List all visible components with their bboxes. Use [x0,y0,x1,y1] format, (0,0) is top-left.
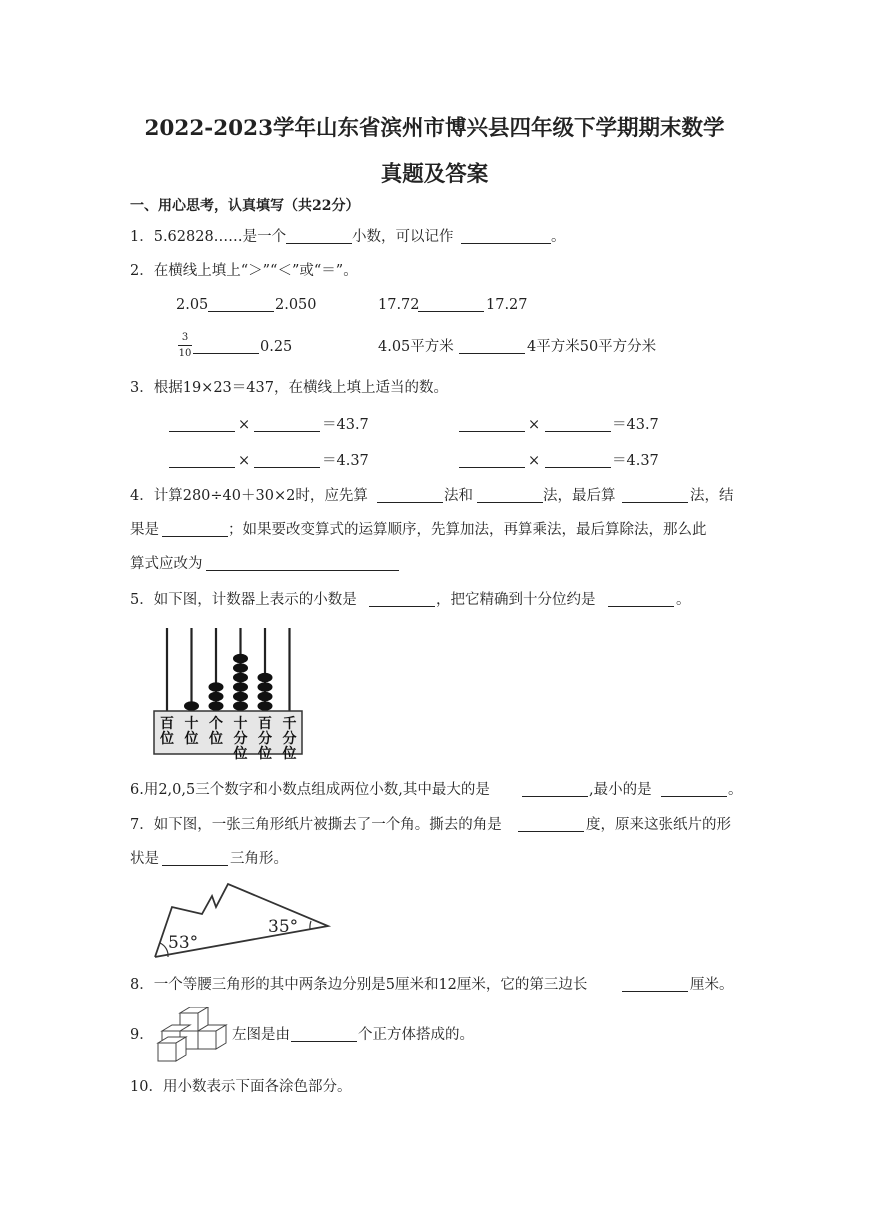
abacus-bead [209,682,224,692]
q7-blank-1[interactable] [518,831,584,832]
q4-text-f: ；如果要改变算式的运算顺序，先算加法，再算乘法，最后算除法，那么此 [228,522,707,538]
q4-text-d: 法，结 [690,488,734,504]
q9-text-b: 左图是由 [232,1027,290,1043]
q2-r1c: 17.72 [378,297,420,313]
q1-text-b: 小数，可以记作 [352,229,454,245]
abacus-bead [184,701,199,711]
q3-eq-1: ＝43.7 [322,417,369,433]
q6-text-c: 。 [728,782,743,798]
q4-text-c: 法，最后算 [543,488,616,504]
cubes-figure [154,1007,234,1063]
q6-text-a: 6.用2,0,5三个数字和小数点组成两位小数,其中最大的是 [130,782,490,798]
abacus-bead [209,701,224,711]
abacus-label-char: 位 [209,731,223,747]
q2-frac-numerator: 3 [181,332,189,343]
q3-stem: 3．根据19×23＝437，在横线上填上适当的数。 [130,380,448,396]
q5-blank-1[interactable] [369,606,435,607]
q3-times-2: × [528,417,541,433]
abacus-label-char: 位 [233,746,248,762]
abacus-label-char: 千 [282,716,297,732]
q4-text-g: 算式应改为 [130,556,203,572]
abacus-label-char: 个 [209,716,223,732]
abacus-bead [209,692,224,702]
q7-text-c: 状是 [130,851,159,867]
q3-blank-5[interactable] [169,467,235,468]
q9-blank-1[interactable] [291,1041,357,1042]
abacus-bead [233,682,248,692]
abacus-bead [233,663,248,673]
q4-blank-3[interactable] [622,502,688,503]
q3-blank-2[interactable] [254,431,320,432]
abacus-bead [233,654,248,664]
abacus-figure [150,624,310,764]
q3-blank-7[interactable] [459,467,525,468]
q2-r1a: 2.05 [176,297,209,313]
q7-blank-2[interactable] [162,865,228,866]
abacus-label-char: 位 [184,731,199,747]
q8-text-a: 8．一个等腰三角形的其中两条边分别是5厘米和12厘米，它的第三边长 [130,977,588,993]
q3-blank-8[interactable] [545,467,611,468]
abacus-bead [258,692,273,702]
q2-blank-2[interactable] [418,311,484,312]
q2-blank-1[interactable] [208,311,274,312]
q2-stem: 2．在横线上填上“＞”“＜”或“＝”。 [130,263,358,279]
q3-eq-2: ＝43.7 [612,417,659,433]
abacus-bead [233,692,248,702]
q3-blank-1[interactable] [169,431,235,432]
q2-frac-bar [178,345,192,346]
q3-times-1: × [238,417,251,433]
q8-text-b: 厘米。 [690,977,734,993]
abacus-frame [154,711,302,754]
abacus-label-char: 百 [258,716,272,732]
q10-text: 10．用小数表示下面各涂色部分。 [130,1079,352,1095]
q8-blank-1[interactable] [622,991,688,992]
abacus-bead [258,682,273,692]
q2-r2b: 0.25 [260,339,293,355]
torn-triangle-figure [150,880,335,962]
q1-blank-2[interactable] [461,243,551,244]
q1-text-a: 1．5.62828……是一个 [130,229,287,245]
q4-blank-4[interactable] [162,536,228,537]
q1-text-c: 。 [551,229,566,245]
q4-text-e: 果是 [130,522,159,538]
q7-text-a: 7．如下图，一张三角形纸片被撕去了一个角。撕去的角是 [130,817,502,833]
q4-blank-5[interactable] [206,570,399,571]
abacus-bead [233,673,248,683]
q7-text-d: 三角形。 [230,851,288,867]
page-title-line2: 真题及答案 [380,162,489,187]
q5-text-a: 5．如下图，计数器上表示的小数是 [130,592,357,608]
q6-text-b: ,最小的是 [589,782,652,798]
abacus-bead [258,701,273,711]
q3-times-4: × [528,453,541,469]
q4-blank-2[interactable] [477,502,543,503]
q5-blank-2[interactable] [608,606,674,607]
q7-text-b: 度，原来这张纸片的形 [586,817,731,833]
q2-r2c: 4.05平方米 [378,339,454,355]
abacus-label-char: 百 [160,716,174,732]
q2-r2d: 4平方米50平方分米 [527,339,657,355]
abacus-bead [258,673,273,683]
angle-label-35: 35° [268,917,299,937]
abacus-label-char: 位 [258,746,272,762]
angle-arc-right [310,921,311,929]
q2-frac-denominator: 10 [178,348,192,359]
q6-blank-1[interactable] [522,796,588,797]
q3-blank-6[interactable] [254,467,320,468]
abacus-label-char: 十 [233,716,248,732]
q5-text-b: ，把它精确到十分位约是 [436,592,596,608]
q9-number: 9． [130,1027,154,1043]
abacus-bead [233,701,248,711]
q3-blank-3[interactable] [459,431,525,432]
q1-blank-1[interactable] [286,243,352,244]
q3-blank-4[interactable] [545,431,611,432]
q4-text-b: 法和 [444,488,473,504]
q3-eq-3: ＝4.37 [322,453,369,469]
q2-r1d: 17.27 [486,297,528,313]
abacus-label-char: 分 [233,731,248,747]
q3-eq-4: ＝4.37 [612,453,659,469]
q2-blank-4[interactable] [459,353,525,354]
abacus-label-char: 位 [160,731,174,747]
angle-label-53: 53° [168,933,199,953]
q2-r1b: 2.050 [275,297,317,313]
q4-blank-1[interactable] [377,502,443,503]
abacus-label-char: 分 [282,731,297,747]
abacus-label-char: 位 [282,746,297,762]
q6-blank-2[interactable] [661,796,727,797]
page-title-line1: 2022-2023学年山东省滨州市博兴县四年级下学期期末数学 [144,116,725,141]
q2-blank-3[interactable] [193,353,259,354]
abacus-label-char: 分 [258,731,272,747]
q3-times-3: × [238,453,251,469]
abacus-label-char: 十 [184,716,199,732]
section-heading: 一、用心思考，认真填写（共22分） [130,198,360,214]
q5-text-c: 。 [676,592,691,608]
q9-text-c: 个正方体搭成的。 [358,1027,474,1043]
q4-text-a: 4．计算280÷40＋30×2时，应先算 [130,488,368,504]
